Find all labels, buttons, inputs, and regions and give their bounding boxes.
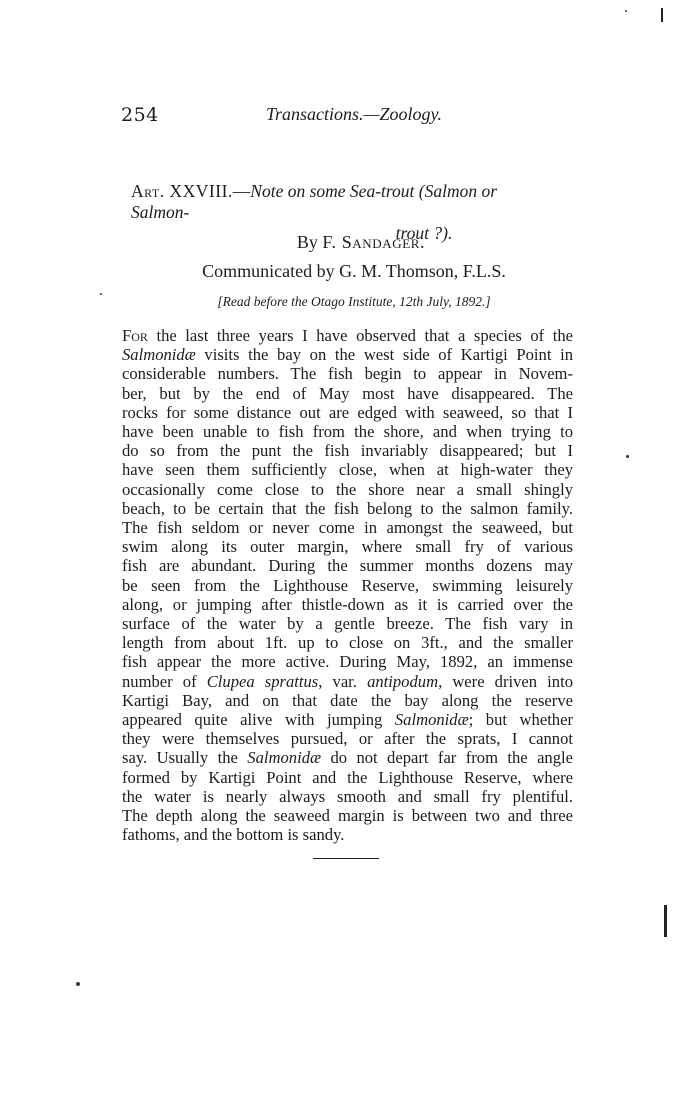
body-line: have seen them sufficiently close, when at high-water they bbox=[122, 460, 573, 480]
body-line: surface of the water by a gentle breeze. The fish vary in bbox=[122, 614, 573, 634]
taxon-name: Salmonidæ bbox=[394, 710, 469, 730]
closing-rule bbox=[313, 858, 379, 859]
speck bbox=[76, 982, 80, 986]
body-line: The depth along the seaweed margin is between two and three bbox=[122, 806, 573, 826]
body-line: Kartigi Bay, and on that date the bay along the reserve bbox=[122, 690, 573, 710]
running-head: Transactions.—Zoology. bbox=[266, 104, 443, 124]
body-line: occasionally come close to the shore near a small shingly bbox=[122, 479, 573, 499]
body-line: Salmonidæ visits the bay on the west side of Kartigi Point in bbox=[122, 345, 573, 365]
byline bbox=[0, 232, 678, 253]
edge-mark bbox=[661, 8, 663, 22]
body-line: swim along its outer margin, where small fry of various bbox=[122, 537, 573, 557]
author-name: F. Sandager. bbox=[322, 232, 426, 252]
body-line: ber, but by the end of May most have disappeared. The bbox=[122, 383, 573, 403]
article-title-line2: trout ?). bbox=[395, 223, 453, 243]
body-line: number of Clupea sprattus, var. antipodum, were driven into bbox=[122, 671, 573, 691]
body-line: fish are abundant. During the summer months dozens may bbox=[122, 556, 573, 576]
body-line: beach, to be certain that the fish belong to the salmon family. bbox=[122, 498, 573, 518]
body-line: they were themselves pursued, or after the sprats, I cannot bbox=[122, 729, 573, 749]
body-line: along, or jumping after thistle-down as it is carried over the bbox=[122, 594, 573, 614]
body-paragraph bbox=[122, 326, 573, 844]
drop-lead-word: For bbox=[122, 326, 148, 345]
article-dash: — bbox=[232, 181, 251, 201]
body-line: do so from the punt the fish invariably disappeared; but I bbox=[122, 441, 573, 461]
body-line: considerable numbers. The fish begin to appear in Novem- bbox=[122, 364, 573, 384]
read-note: [Read before the Otago Institute, 12th July, 1892.] bbox=[217, 294, 491, 309]
taxon-name: Clupea sprattus bbox=[206, 671, 319, 691]
article-title-line1: Note on some Sea-trout (Salmon or Salmon- bbox=[131, 181, 498, 222]
article-label: Art. XXVIII. bbox=[131, 181, 233, 201]
page-number: 254 bbox=[121, 104, 159, 126]
taxon-name: Salmonidæ bbox=[247, 748, 322, 768]
body-line: rocks for some distance out are edged with seaweed, so that I bbox=[122, 402, 573, 422]
taxon-name: Salmonidæ bbox=[122, 345, 196, 365]
speck bbox=[626, 455, 629, 458]
taxon-name: antipodum bbox=[367, 671, 439, 691]
byline-prefix: By bbox=[296, 232, 318, 252]
body-line: the water is nearly always smooth and small fry plentiful. bbox=[122, 786, 573, 806]
speck bbox=[100, 293, 102, 295]
body-line: have been unable to fish from the shore, and when trying to bbox=[122, 422, 573, 442]
communicated-by: Communicated by G. M. Thomson, F.L.S. bbox=[202, 261, 506, 281]
body-line: length from about 1ft. up to close on 3ft., and the smaller bbox=[122, 633, 573, 653]
body-line: The fish seldom or never come in amongst the seaweed, but bbox=[122, 518, 573, 538]
body-line: For the last three years I have observed that a species of the bbox=[122, 326, 573, 345]
body-line: fish appear the more active. During May, 1892, an immense bbox=[122, 652, 573, 672]
edge-mark bbox=[664, 905, 667, 937]
body-line: be seen from the Lighthouse Reserve, swimming leisurely bbox=[122, 575, 573, 595]
speck bbox=[625, 10, 627, 12]
body-line: say. Usually the Salmonidæ do not depart far from the angle bbox=[122, 748, 573, 768]
body-line: fathoms, and the bottom is sandy. bbox=[122, 825, 345, 845]
body-line: formed by Kartigi Point and the Lighthouse Reserve, where bbox=[122, 767, 573, 787]
body-line: appeared quite alive with jumping Salmonidæ; but whether bbox=[122, 710, 573, 730]
